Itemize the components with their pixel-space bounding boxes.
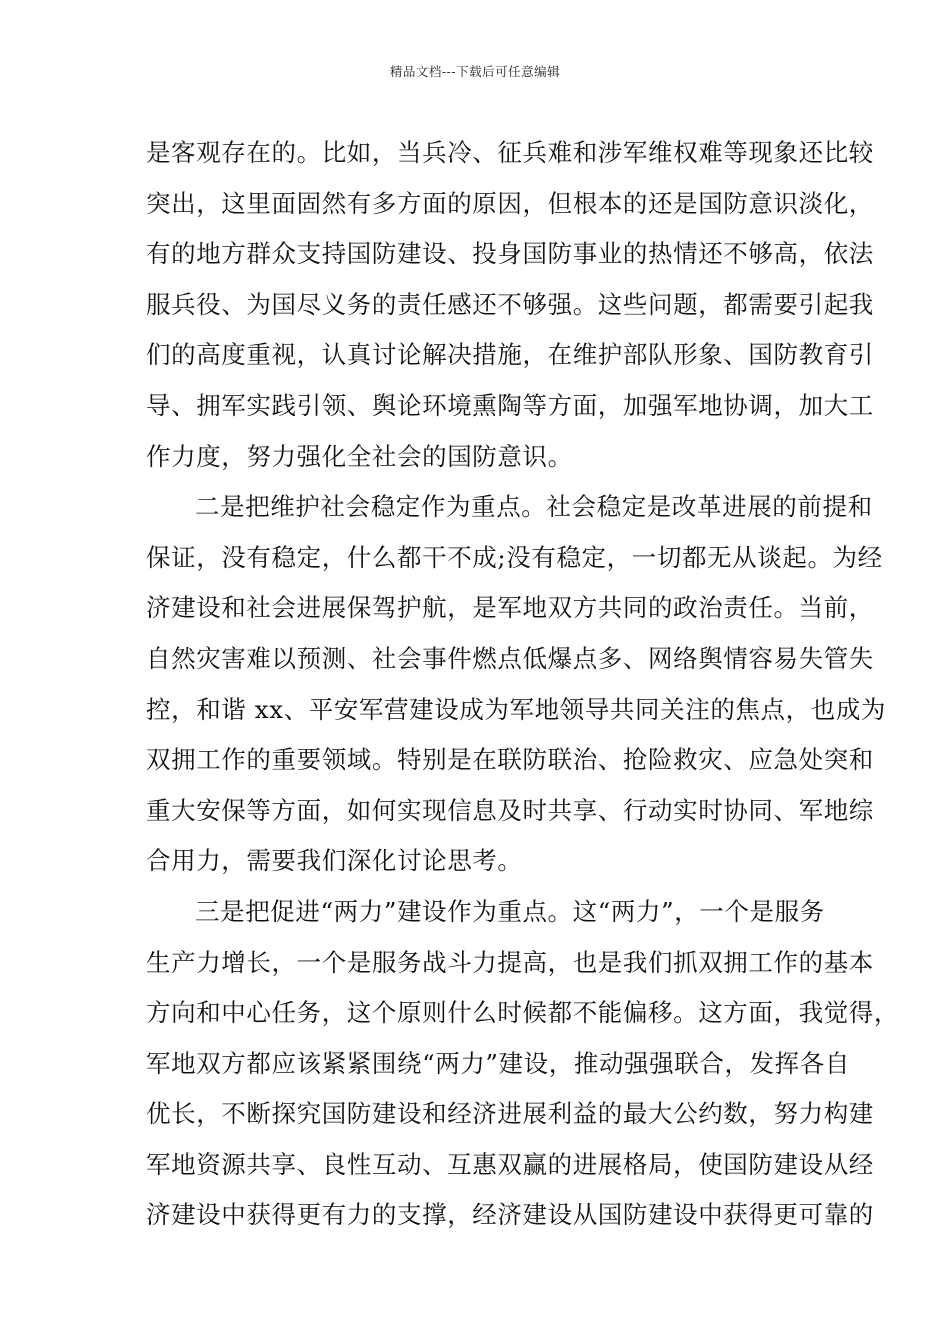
text-line: 保证，没有稳定，什么都干不成;没有稳定，一切都无从谈起。为经 (146, 542, 883, 572)
text-line: 济建设中获得更有力的支撑，经济建设从国防建设中获得更可靠的 (146, 1200, 874, 1230)
text-line: 双拥工作的重要领域。特别是在联防联治、抢险救灾、应急处突和 (146, 745, 874, 775)
text-line: 是客观存在的。比如，当兵冷、征兵难和涉军维权难等现象还比较 (146, 138, 874, 167)
text-line: 方向和中心任务，这个原则什么时候都不能偏移。这方面，我觉得， (146, 998, 899, 1028)
paragraph-first-line: 三是把促进“两力”建设作为重点。这“两力”，一个是服务 (195, 896, 825, 926)
text-line: 自然灾害难以预测、社会事件燃点低爆点多、网络舆情容易失管失 (146, 643, 874, 673)
text-line: 重大安保等方面，如何实现信息及时共享、行动实时协同、军地综 (146, 795, 874, 825)
page-header: 精品文档---下载后可任意编辑 (389, 64, 561, 79)
text-line: 优长，不断探究国防建设和经济进展利益的最大公约数，努力构建 (146, 1099, 874, 1129)
text-line: 合用力，需要我们深化讨论思考。 (146, 846, 523, 876)
text-line: 军地双方都应该紧紧围绕“两力”建设，推动强强联合，发挥各自 (146, 1048, 850, 1078)
text-line: 作力度，努力强化全社会的国防意识。 (146, 441, 573, 471)
text-line: 导、拥军实践引领、舆论环境熏陶等方面，加强军地协调，加大工 (146, 390, 874, 420)
text-line: 服兵役、为国尽义务的责任感还不够强。这些问题，都需要引起我 (146, 289, 874, 319)
text-line: 有的地方群众支持国防建设、投身国防事业的热情还不够高，依法 (146, 239, 874, 269)
text-line: 突出，这里面固然有多方面的原因，但根本的还是国防意识淡化， (146, 188, 874, 218)
text-line: 们的高度重视，认真讨论解决措施，在维护部队形象、国防教育引 (146, 340, 874, 370)
text-line: 军地资源共享、良性互动、互惠双赢的进展格局，使国防建设从经 (146, 1149, 874, 1179)
text-line: 生产力增长，一个是服务战斗力提高，也是我们抓双拥工作的基本 (146, 947, 874, 977)
text-line: 控，和谐 xx、平安军营建设成为军地领导共同关注的焦点，也成为 (146, 694, 887, 724)
text-line: 济建设和社会进展保驾护航，是军地双方共同的政治责任。当前， (146, 593, 874, 623)
paragraph-first-line: 二是把维护社会稳定作为重点。社会稳定是改革进展的前提和 (195, 492, 873, 522)
document-body (146, 128, 899, 1241)
